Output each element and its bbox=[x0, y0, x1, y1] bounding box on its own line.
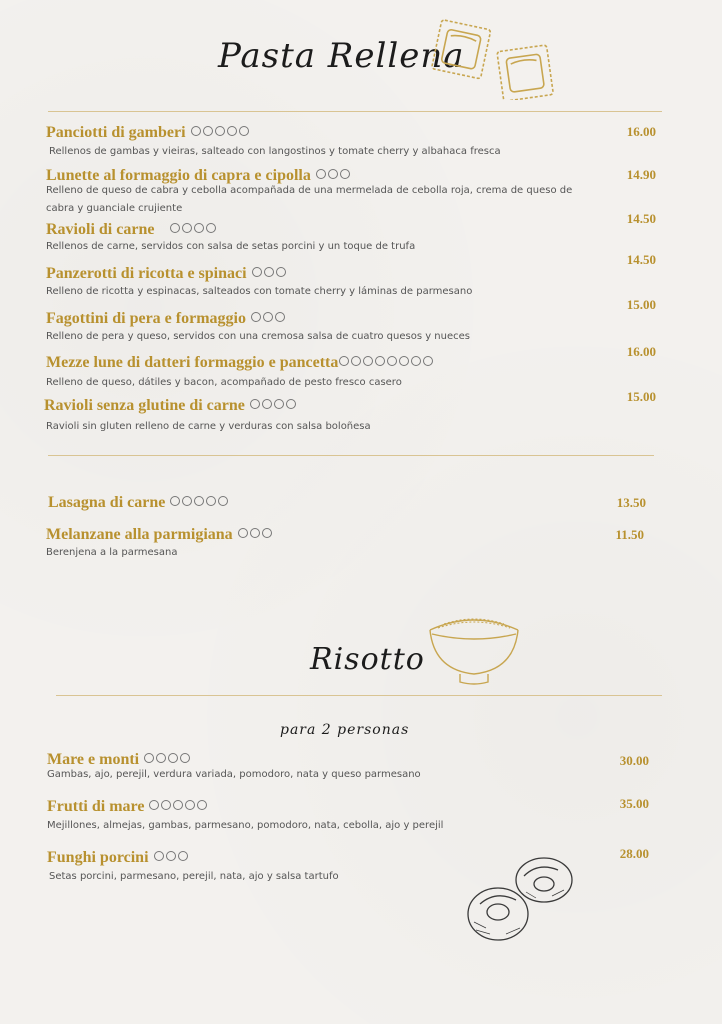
risotto-subtitle: para 2 personas bbox=[280, 722, 410, 738]
dish-name: Ravioli di carne bbox=[46, 220, 218, 239]
allergen-icon bbox=[206, 496, 216, 506]
dish-description: Ravioli sin gluten relleno de carne y verduras con salsa boloñesa bbox=[46, 421, 371, 432]
allergen-icon bbox=[191, 126, 201, 136]
allergen-icon bbox=[262, 399, 272, 409]
allergen-icon bbox=[197, 800, 207, 810]
dish-price: 15.00 bbox=[626, 297, 656, 312]
allergen-icon bbox=[180, 753, 190, 763]
dish-price: 14.50 bbox=[626, 211, 656, 226]
allergen-icon bbox=[156, 753, 166, 763]
dish-price: 35.00 bbox=[619, 796, 649, 811]
dish-name: Lasagna di carne bbox=[48, 493, 230, 512]
risotto-section-title: Risotto bbox=[310, 642, 425, 677]
allergen-icons bbox=[191, 123, 251, 141]
allergen-icons bbox=[251, 309, 287, 327]
allergen-icon bbox=[238, 528, 248, 538]
dish-description: Setas porcini, parmesano, perejil, nata, ajo y salsa tartufo bbox=[49, 871, 339, 882]
allergen-icon bbox=[340, 169, 350, 179]
allergen-icon bbox=[227, 126, 237, 136]
dish-description: Relleno de queso de cabra y cebolla acompañada de una mermelada de cebolla roja, crema de queso de cabra y guanciale crujiente bbox=[46, 185, 573, 214]
dish-price: 16.00 bbox=[626, 124, 656, 139]
dish-price: 11.50 bbox=[615, 527, 644, 542]
pasta-section-title: Pasta Rellena bbox=[218, 36, 465, 76]
allergen-icon bbox=[239, 126, 249, 136]
dish-description: Relleno de queso, dátiles y bacon, acompañado de pesto fresco casero bbox=[46, 377, 402, 388]
ravioli-illustration bbox=[428, 12, 558, 100]
dish-price: 16.00 bbox=[626, 344, 656, 359]
allergen-icon bbox=[387, 356, 397, 366]
allergen-icon bbox=[274, 399, 284, 409]
mushroom-illustration bbox=[466, 852, 576, 944]
dish-name: Fagottini di pera e formaggio bbox=[46, 309, 287, 328]
dish-description: Relleno de pera y queso, servidos con una cremosa salsa de cuatro quesos y nueces bbox=[46, 331, 470, 342]
allergen-icon bbox=[375, 356, 385, 366]
allergen-icons bbox=[339, 353, 435, 371]
allergen-icon bbox=[182, 223, 192, 233]
allergen-icon bbox=[194, 496, 204, 506]
allergen-icon bbox=[276, 267, 286, 277]
dish-name: Melanzane alla parmigiana bbox=[46, 525, 274, 544]
allergen-icon bbox=[206, 223, 216, 233]
divider bbox=[56, 695, 662, 696]
divider bbox=[48, 455, 654, 456]
allergen-icon bbox=[154, 851, 164, 861]
allergen-icons bbox=[154, 848, 190, 866]
allergen-icon bbox=[423, 356, 433, 366]
allergen-icon bbox=[286, 399, 296, 409]
allergen-icons bbox=[250, 396, 298, 414]
dish-price: 14.50 bbox=[626, 252, 656, 267]
dish-price: 14.90 bbox=[626, 167, 656, 182]
allergen-icon bbox=[185, 800, 195, 810]
allergen-icon bbox=[275, 312, 285, 322]
allergen-icons bbox=[149, 797, 209, 815]
allergen-icons bbox=[170, 493, 230, 511]
dish-name: Ravioli senza glutine di carne bbox=[44, 396, 298, 415]
allergen-icon bbox=[144, 753, 154, 763]
allergen-icon bbox=[262, 528, 272, 538]
dish-price: 30.00 bbox=[619, 753, 649, 768]
dish-name: Funghi porcini bbox=[47, 848, 190, 867]
allergen-icon bbox=[316, 169, 326, 179]
dish-price: 13.50 bbox=[616, 495, 646, 510]
allergen-icon bbox=[339, 356, 349, 366]
allergen-icon bbox=[250, 528, 260, 538]
dish-description: Rellenos de carne, servidos con salsa de setas porcini y un toque de trufa bbox=[46, 241, 416, 252]
allergen-icon bbox=[182, 496, 192, 506]
dish-price: 28.00 bbox=[619, 846, 649, 861]
allergen-icons bbox=[170, 220, 218, 238]
dish-name: Mezze lune di datteri formaggio e pancetta bbox=[46, 353, 435, 372]
dish-description: Gambas, ajo, perejil, verdura variada, pomodoro, nata y queso parmesano bbox=[47, 769, 421, 780]
allergen-icon bbox=[252, 267, 262, 277]
dish-description: Mejillones, almejas, gambas, parmesano, pomodoro, nata, cebolla, ajo y perejil bbox=[47, 820, 444, 831]
divider bbox=[48, 111, 662, 112]
allergen-icon bbox=[215, 126, 225, 136]
allergen-icon bbox=[264, 267, 274, 277]
dish-description: Relleno de ricotta y espinacas, salteados con tomate cherry y láminas de parmesano bbox=[46, 286, 473, 297]
dish-name: Panzerotti di ricotta e spinaci bbox=[46, 264, 288, 283]
allergen-icon bbox=[194, 223, 204, 233]
allergen-icon bbox=[218, 496, 228, 506]
allergen-icon bbox=[250, 399, 260, 409]
allergen-icon bbox=[351, 356, 361, 366]
dish-description: Rellenos de gambas y vieiras, salteado con langostinos y tomate cherry y albahaca fresca bbox=[49, 146, 501, 157]
dish-name: Mare e monti bbox=[47, 750, 192, 769]
allergen-icons bbox=[238, 525, 274, 543]
allergen-icon bbox=[161, 800, 171, 810]
allergen-icon bbox=[170, 496, 180, 506]
allergen-icon bbox=[251, 312, 261, 322]
allergen-icon bbox=[166, 851, 176, 861]
allergen-icon bbox=[203, 126, 213, 136]
rice-bowl-illustration bbox=[424, 608, 524, 690]
allergen-icon bbox=[399, 356, 409, 366]
dish-name: Frutti di mare bbox=[47, 797, 209, 816]
dish-description: Berenjena a la parmesana bbox=[46, 547, 178, 558]
allergen-icon bbox=[170, 223, 180, 233]
dish-price: 15.00 bbox=[626, 389, 656, 404]
allergen-icon bbox=[263, 312, 273, 322]
allergen-icon bbox=[411, 356, 421, 366]
allergen-icon bbox=[363, 356, 373, 366]
dish-name: Panciotti di gamberi bbox=[46, 123, 251, 142]
allergen-icons bbox=[252, 264, 288, 282]
allergen-icon bbox=[149, 800, 159, 810]
allergen-icon bbox=[328, 169, 338, 179]
allergen-icon bbox=[173, 800, 183, 810]
allergen-icon bbox=[168, 753, 178, 763]
dish-name: Lunette al formaggio di capra e cipolla bbox=[46, 166, 352, 185]
allergen-icon bbox=[178, 851, 188, 861]
